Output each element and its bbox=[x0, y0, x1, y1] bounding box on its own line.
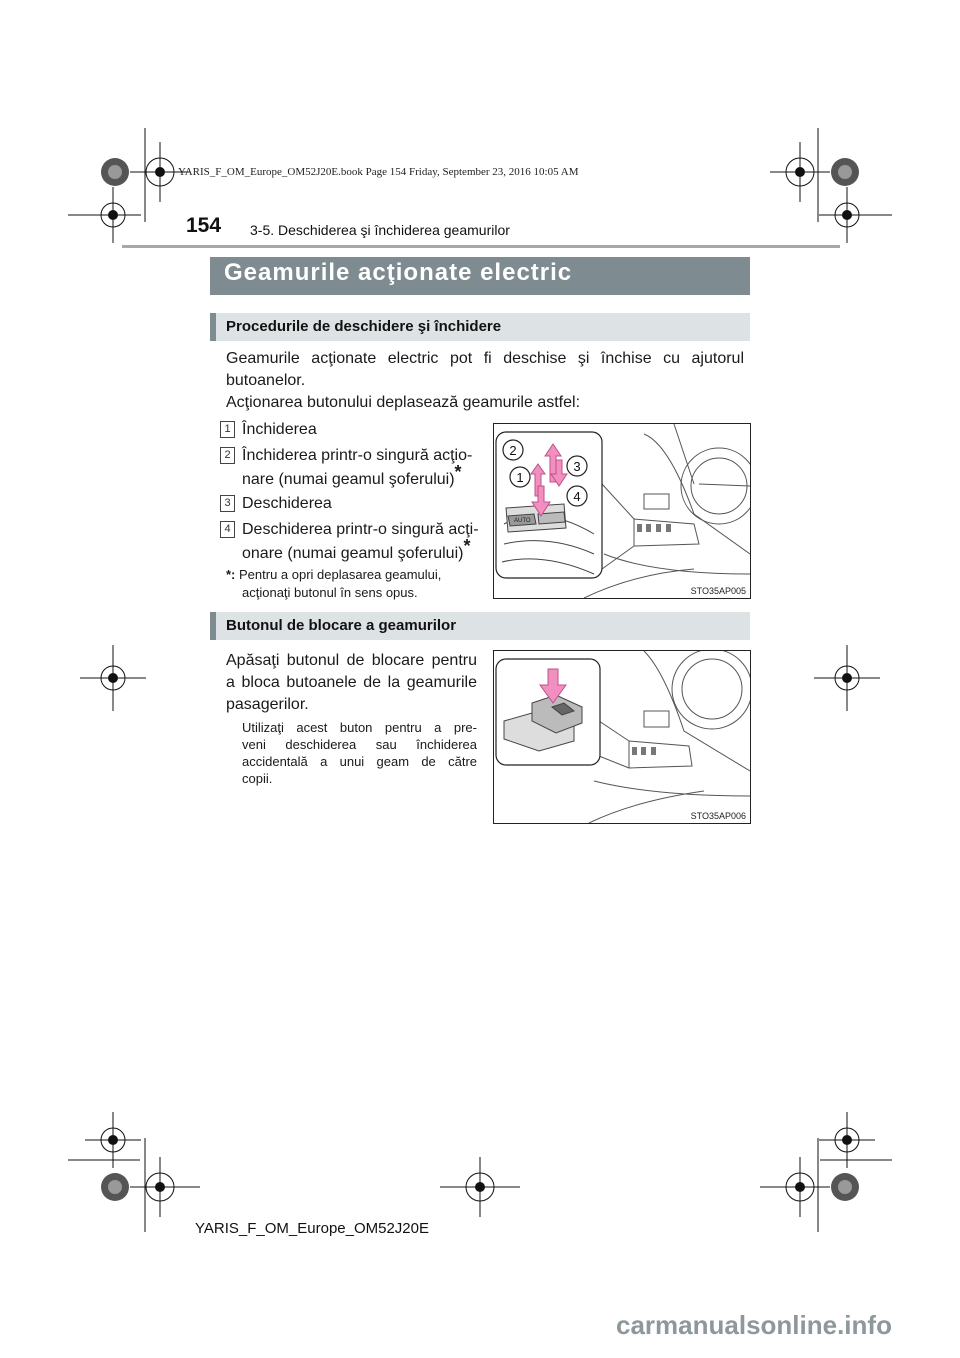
lock-note-line-4: copii. bbox=[242, 771, 273, 786]
item-number-3: 3 bbox=[220, 495, 235, 512]
figure-window-switch bbox=[493, 423, 751, 599]
item-4-line-2 bbox=[242, 536, 471, 565]
callout-2: 2 bbox=[509, 443, 517, 458]
item-4-line-1: Deschiderea printr-o singură acţi- bbox=[242, 521, 479, 538]
item-1-text: Închiderea bbox=[242, 421, 317, 438]
lock-note-line-2: veni deschiderea sau închiderea bbox=[242, 737, 477, 752]
item-number-2: 2 bbox=[220, 447, 235, 464]
item-number-4: 4 bbox=[220, 521, 235, 538]
subsection-heading-bar bbox=[210, 313, 750, 341]
note-line-2: acţionaţi butonul în sens opus. bbox=[242, 585, 418, 600]
note-line-1-text: Pentru a opri deplasarea geamului, bbox=[239, 567, 442, 582]
heading-edge bbox=[210, 612, 216, 640]
figure-window-switch-drawing bbox=[494, 424, 750, 598]
figure-code: STO35AP005 bbox=[690, 586, 746, 596]
callout-3: 3 bbox=[573, 459, 581, 474]
figure-code: STO35AP006 bbox=[690, 811, 746, 821]
item-2-line-2 bbox=[242, 462, 462, 491]
footer-text: YARIS_F_OM_Europe_OM52J20E bbox=[195, 1220, 430, 1237]
intro-line-1: Geamurile acţionate electric pot fi deschise şi închise cu ajutorul bbox=[226, 350, 744, 367]
subsection-heading: Butonul de blocare a geamurilor bbox=[226, 617, 457, 634]
heading-edge bbox=[210, 313, 216, 341]
intro-line-2: butoanelor. bbox=[226, 372, 306, 389]
lock-line-2: a bloca butoanele de la geamurile bbox=[226, 674, 477, 691]
book-info: YARIS_F_OM_Europe_OM52J20E.book Page 154 Friday, September 23, 2016 10:05 AM bbox=[178, 166, 579, 178]
figure-lock-button-drawing bbox=[494, 651, 750, 823]
watermark: carmanualsonline.info bbox=[616, 1310, 892, 1340]
item-number-1: 1 bbox=[220, 421, 235, 438]
lock-note-line-1: Utilizaţi acest buton pentru a pre- bbox=[242, 720, 477, 735]
intro-line-3: Acţionarea butonului deplasează geamurile astfel: bbox=[226, 394, 581, 411]
note-line-1 bbox=[226, 566, 441, 583]
lock-note-line-3: accidentală a unui geam de către bbox=[242, 754, 477, 769]
footnote-star: * bbox=[454, 462, 462, 482]
item-4-line-2-text: onare (numai geamul şoferului) bbox=[242, 545, 464, 562]
subsection-heading-bar bbox=[210, 612, 750, 640]
note-marker: *: bbox=[226, 567, 236, 582]
auto-label: AUTO bbox=[514, 518, 531, 524]
footnote-star: * bbox=[463, 536, 471, 556]
header-rule bbox=[122, 245, 840, 248]
page-title: Geamurile acţionate electric bbox=[224, 259, 573, 286]
item-2-line-2-text: nare (numai geamul şoferului) bbox=[242, 471, 455, 488]
item-3-text: Deschiderea bbox=[242, 495, 332, 512]
callout-1: 1 bbox=[516, 470, 524, 485]
section-title: 3-5. Deschiderea şi închiderea geamurilor bbox=[250, 222, 510, 238]
lock-line-3: pasagerilor. bbox=[226, 696, 309, 713]
subsection-heading: Procedurile de deschidere şi închidere bbox=[226, 318, 502, 335]
item-2-line-1: Închiderea printr-o singură acţio- bbox=[242, 447, 473, 464]
lock-line-1: Apăsaţi butonul de blocare pentru bbox=[226, 652, 477, 669]
callout-4: 4 bbox=[573, 489, 581, 504]
figure-lock-button bbox=[493, 650, 751, 824]
page-number: 154 bbox=[186, 214, 222, 237]
